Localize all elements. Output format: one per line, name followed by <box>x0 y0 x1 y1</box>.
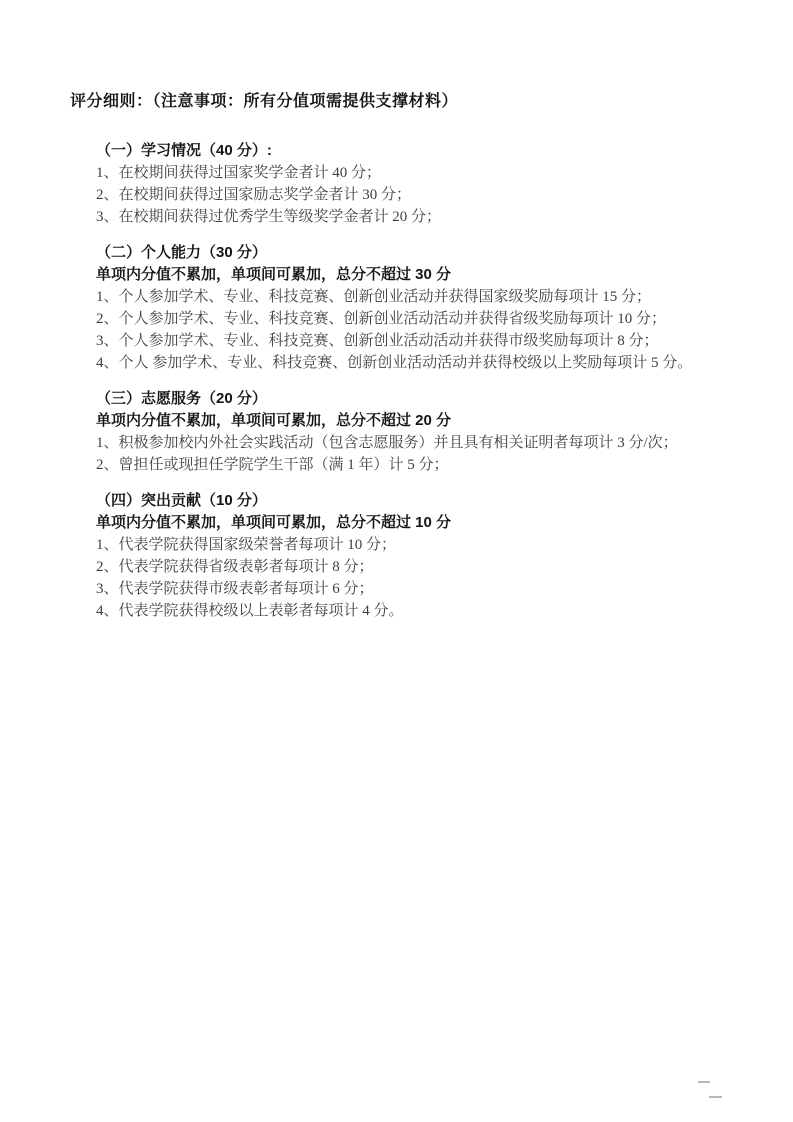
list-item: 1、在校期间获得过国家奖学金者计 40 分； <box>96 165 382 181</box>
list-item: 3、个人参加学术、专业、科技竞赛、创新创业活动活动并获得市级奖励每项计 8 分； <box>96 333 659 349</box>
section-scoring-rule: 单项内分值不累加，单项间可累加，总分不超过 10 分 <box>96 514 452 531</box>
list-item: 3、代表学院获得市级表彰者每项计 6 分； <box>96 581 374 597</box>
section-scoring-rule: 单项内分值不累加，单项间可累加，总分不超过 30 分 <box>96 266 452 283</box>
list-item: 2、曾担任或现担任学院学生干部（满 1 年）计 5 分； <box>96 457 449 473</box>
section-study <box>96 140 733 228</box>
list-item: 4、个人 参加学术、专业、科技竞赛、创新创业活动活动并获得校级以上奖励每项计 5 分。 <box>96 355 693 371</box>
list-item: 2、代表学院获得省级表彰者每项计 8 分； <box>96 559 374 575</box>
scan-artifact-dash <box>709 1096 722 1098</box>
list-item: 2、个人参加学术、专业、科技竞赛、创新创业活动活动并获得省级奖励每项计 10 分； <box>96 311 667 327</box>
list-item: 1、代表学院获得国家级荣誉者每项计 10 分； <box>96 537 397 553</box>
section-outstanding-contribution <box>96 490 733 622</box>
scan-artifact-dash <box>698 1081 710 1083</box>
sections-container <box>96 140 733 622</box>
list-item: 4、代表学院获得校级以上表彰者每项计 4 分。 <box>96 603 404 619</box>
section-heading: （二）个人能力（30 分） <box>96 244 267 261</box>
section-heading: （三）志愿服务（20 分） <box>96 390 267 407</box>
list-item: 1、个人参加学术、专业、科技竞赛、创新创业活动并获得国家级奖励每项计 15 分； <box>96 289 652 305</box>
list-item: 1、积极参加校内外社会实践活动（包含志愿服务）并且具有相关证明者每项计 3 分/次； <box>96 435 678 451</box>
section-heading: （四）突出贡献（10 分） <box>96 492 267 509</box>
section-scoring-rule: 单项内分值不累加，单项间可累加，总分不超过 20 分 <box>96 412 452 429</box>
list-item: 3、在校期间获得过优秀学生等级奖学金者计 20 分； <box>96 209 442 225</box>
section-personal-ability <box>96 242 733 374</box>
section-volunteer-service <box>96 388 733 476</box>
section-heading: （一）学习情况（40 分）: <box>96 142 272 159</box>
list-item: 2、在校期间获得过国家励志奖学金者计 30 分； <box>96 187 412 203</box>
document-title: 评分细则：（注意事项：所有分值项需提供支撑材料） <box>70 93 459 110</box>
